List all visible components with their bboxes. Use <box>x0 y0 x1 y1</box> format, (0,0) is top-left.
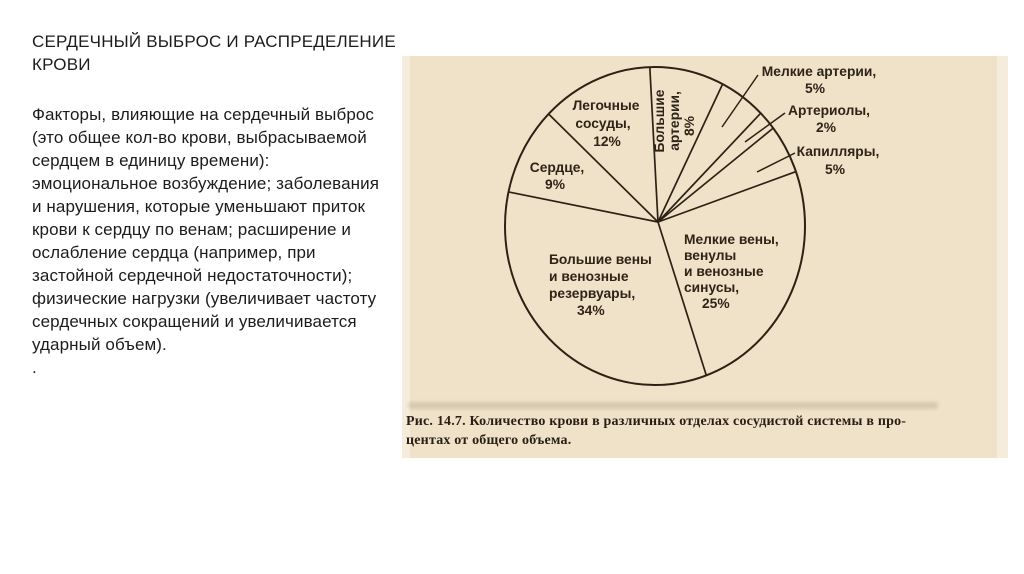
body-text-line: Факторы, влияющие на сердечный выброс <box>32 105 375 124</box>
pie-label-line: и венозные <box>549 269 629 284</box>
pie-label-line: и венозные <box>684 264 764 279</box>
pie-label-line: Большие вены <box>549 252 652 267</box>
body-text-line: и нарушения, которые уменьшают приток <box>32 197 366 216</box>
body-text-line: (это общее кол-во крови, выбрасываемой <box>32 128 367 147</box>
pie-label-line: Мелкие вены, <box>684 232 779 247</box>
body-text-line: ударный объем). <box>32 335 167 354</box>
pie-label-large-veins <box>549 252 652 318</box>
pie-label-pulmonary-vessels <box>573 98 640 149</box>
pie-label-line: 8% <box>682 116 697 136</box>
pie-label-line: Большие <box>652 89 667 153</box>
pie-label-small-arteries <box>762 64 876 96</box>
figure-caption <box>406 412 1002 450</box>
body-text-line: крови к сердцу по венам; расширение и <box>32 220 352 239</box>
pie-label-line: 2% <box>816 120 836 135</box>
figure-scan <box>402 56 1008 458</box>
body-text-line: сердечных сокращений и увеличивается <box>32 312 357 331</box>
pie-label-large-arteries <box>652 89 697 152</box>
pie-label-line: Легочные <box>572 98 640 113</box>
pie-label-line: сосуды, <box>575 116 631 131</box>
leader-line-small-arteries <box>722 75 758 127</box>
pie-label-line: венулы <box>684 248 737 263</box>
pie-label-line: 12% <box>593 134 621 149</box>
pie-label-line: Артериолы, <box>787 103 871 118</box>
leader-line-capillaries <box>757 153 795 172</box>
pie-label-line: 34% <box>577 303 605 318</box>
slide-title <box>32 30 404 76</box>
pie-label-line: 9% <box>545 177 565 192</box>
body-text-line: . <box>32 358 37 377</box>
pie-label-line: 5% <box>825 162 845 177</box>
slide-body <box>32 103 404 379</box>
pie-label-small-veins <box>684 232 779 311</box>
pie-label-arterioles <box>788 103 870 135</box>
pie-label-capillaries <box>797 144 880 177</box>
body-text-line: физические нагрузки (увеличивает частоту <box>32 289 377 308</box>
pie-label-line: Мелкие артерии, <box>761 64 877 79</box>
pie-label-line: Капилляры, <box>796 144 880 159</box>
body-text-line: эмоциональное возбуждение; заболевания <box>32 174 380 193</box>
slice-boundary-line <box>509 192 659 222</box>
pie-label-line: 25% <box>702 296 730 311</box>
pie-label-line: Сердце, <box>529 160 585 175</box>
pie-label-line: синусы, <box>684 280 740 295</box>
body-text-line: застойной сердечной недостаточности); <box>32 266 353 285</box>
pie-label-heart <box>530 160 584 192</box>
figure-caption-line: центах от общего объема. <box>406 433 572 448</box>
figure-caption-line: Рис. 14.7. Количество крови в различных отделах сосудистой системы в про- <box>406 414 907 429</box>
slide-title-line: СЕРДЕЧНЫЙ ВЫБРОС И РАСПРЕДЕЛЕНИЕ <box>32 32 396 51</box>
slide-title-line: КРОВИ <box>32 55 91 74</box>
pie-chart <box>402 56 1008 406</box>
pie-label-line: резервуары, <box>549 286 636 301</box>
pie-label-line: 5% <box>805 81 825 96</box>
body-text-line: сердцем в единицу времени): <box>32 151 270 170</box>
slide-text-panel <box>32 30 404 379</box>
body-text-line: ослабление сердца (например, при <box>32 243 316 262</box>
pie-label-line: артерии, <box>667 91 682 151</box>
